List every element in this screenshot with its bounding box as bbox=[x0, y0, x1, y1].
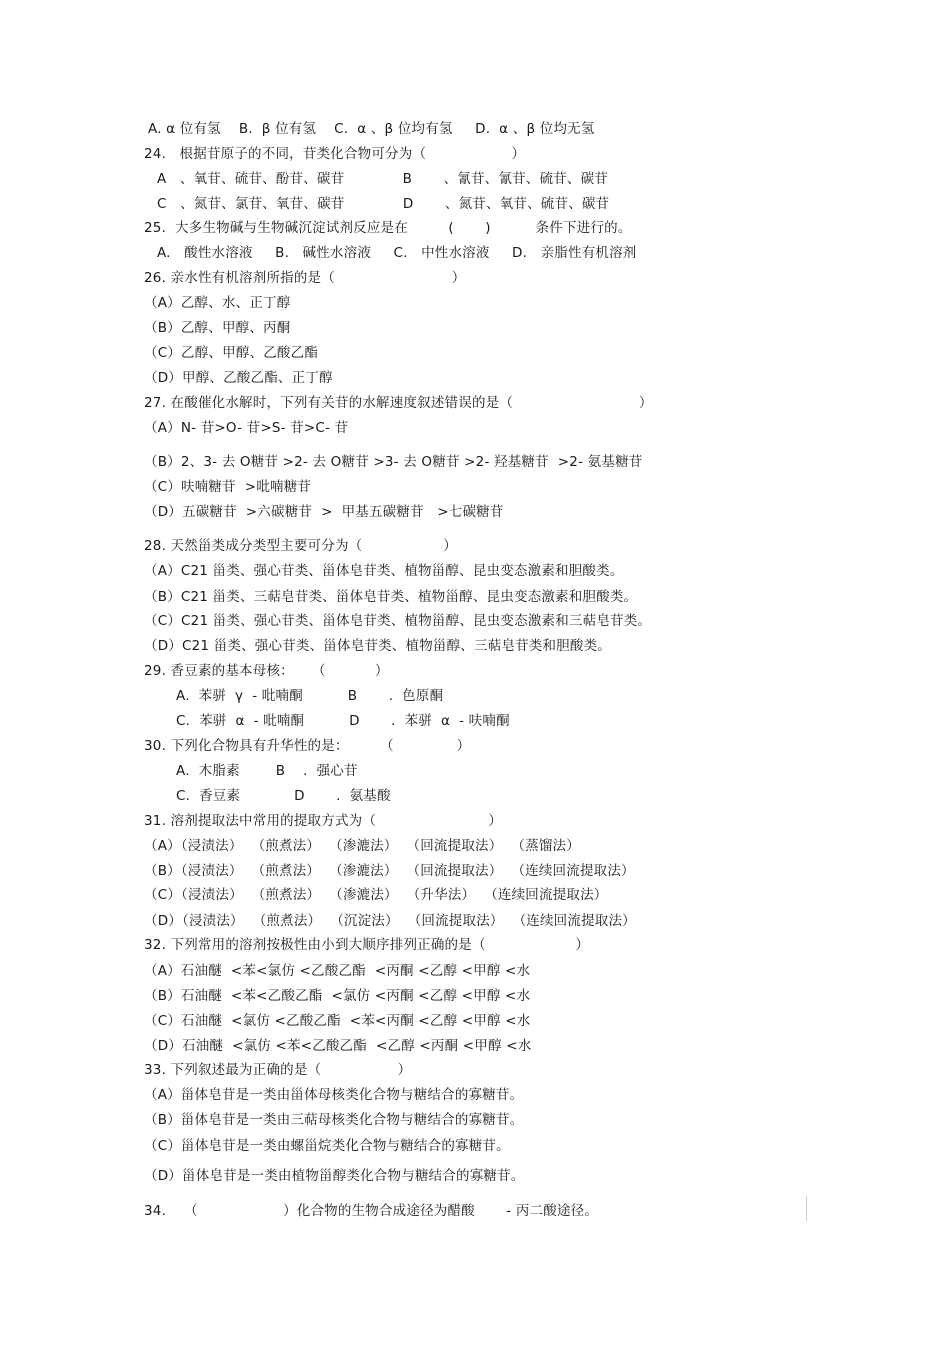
q32-option-b: （B）石油醚 <苯<乙酸乙酯 <氯仿 <丙酮 <乙醇 <甲醇 <水 bbox=[144, 988, 531, 1004]
q31-option-b: （B）（浸渍法） （煎煮法） （渗漉法） （回流提取法） （连续回流提取法） bbox=[144, 863, 635, 879]
q33-stem: 33. 下列叙述最为正确的是（ ） bbox=[144, 1062, 412, 1078]
q25-options: A. 酸性水溶液 B. 碱性水溶液 C. 中性水溶液 D. 亲脂性有机溶剂 bbox=[148, 245, 637, 261]
q31-stem: 31. 溶剂提取法中常用的提取方式为（ ） bbox=[144, 813, 503, 829]
q30-stem: 30. 下列化合物具有升华性的是： （ ） bbox=[144, 738, 471, 754]
q23-options: A. α 位有氢 B. β 位有氢 C. α 、β 位均有氢 D. α 、β 位均无氢 bbox=[148, 121, 595, 137]
q29-options-cd: C. 苯骈 α - 吡喃酮 D . 苯骈 α - 呋喃酮 bbox=[176, 713, 510, 729]
q32-option-a: （A）石油醚 <苯<氯仿 <乙酸乙酯 <丙酮 <乙醇 <甲醇 <水 bbox=[144, 963, 531, 979]
q28-stem: 28. 天然甾类成分类型主要可分为（ ） bbox=[144, 538, 457, 554]
q27-option-a: （A）N- 苷>O- 苷>S- 苷>C- 苷 bbox=[144, 420, 349, 436]
q29-options-ab: A. 苯骈 γ - 吡喃酮 B . 色原酮 bbox=[176, 688, 444, 704]
q33-option-d: （D）甾体皂苷是一类由植物甾醇类化合物与糖结合的寡糖苷。 bbox=[144, 1168, 525, 1184]
q26-stem: 26. 亲水性有机溶剂所指的是（ ） bbox=[144, 270, 466, 286]
q30-options-cd: C. 香豆素 D . 氨基酸 bbox=[176, 788, 391, 804]
q31-option-c: （C）（浸渍法） （煎煮法） （渗漉法） （升华法） （连续回流提取法） bbox=[144, 887, 608, 903]
q26-option-c: （C）乙醇、甲醇、乙酸乙酯 bbox=[144, 345, 319, 361]
q26-option-a: （A）乙醇、水、正丁醇 bbox=[144, 295, 291, 311]
q24-stem: 24. 根据苷原子的不同，苷类化合物可分为（ ） bbox=[144, 146, 526, 162]
q27-option-d: （D）五碳糖苷 >六碳糖苷 > 甲基五碳糖苷 >七碳糖苷 bbox=[144, 504, 504, 520]
q32-option-c: （C）石油醚 <氯仿 <乙酸乙酯 <苯<丙酮 <乙醇 <甲醇 <水 bbox=[144, 1013, 531, 1029]
q28-option-b: （B）C21 甾类、三萜皂苷类、甾体皂苷类、植物甾醇、昆虫变态激素和胆酸类。 bbox=[144, 589, 638, 605]
q33-option-b: （B）甾体皂苷是一类由三萜母核类化合物与糖结合的寡糖苷。 bbox=[144, 1112, 524, 1128]
q26-option-b: （B）乙醇、甲醇、丙酮 bbox=[144, 320, 291, 336]
q24-options-ab: A 、氧苷、硫苷、酚苷、碳苷 B 、氰苷、氰苷、硫苷、碳苷 bbox=[148, 171, 608, 187]
q27-stem: 27. 在酸催化水解时，下列有关苷的水解速度叙述错误的是（ ） bbox=[144, 395, 653, 411]
q33-option-c: （C）甾体皂苷是一类由螺甾烷类化合物与糖结合的寡糖苷。 bbox=[144, 1138, 510, 1154]
q24-options-cd: C 、氮苷、氯苷、氧苷、碳苷 D 、氮苷、氧苷、硫苷、碳苷 bbox=[148, 196, 610, 212]
q30-options-ab: A. 木脂素 B . 强心苷 bbox=[176, 763, 358, 779]
q34-stem: 34. （ ）化合物的生物合成途径为醋酸 - 丙二酸途径。 bbox=[144, 1203, 599, 1219]
margin-divider bbox=[806, 1196, 807, 1222]
q32-option-d: （D）石油醚 <氯仿 <苯<乙酸乙酯 <乙醇 <丙酮 <甲醇 <水 bbox=[144, 1038, 532, 1054]
q33-option-a: （A）甾体皂苷是一类由甾体母核类化合物与糖结合的寡糖苷。 bbox=[144, 1087, 524, 1103]
q32-stem: 32. 下列常用的溶剂按极性由小到大顺序排列正确的是（ ） bbox=[144, 937, 590, 953]
q31-option-d: （D）（浸渍法） （煎煮法） （沉淀法） （回流提取法） （连续回流提取法） bbox=[144, 913, 636, 929]
q28-option-c: （C）C21 甾类、强心苷类、甾体皂苷类、植物甾醇、昆虫变态激素和三萜皂苷类。 bbox=[144, 613, 652, 629]
q28-option-d: （D）C21 甾类、强心苷类、甾体皂苷类、植物甾醇、三萜皂苷类和胆酸类。 bbox=[144, 638, 611, 654]
q27-option-b: （B）2、3- 去 O糖苷 >2- 去 O糖苷 >3- 去 O糖苷 >2- 羟基糖苷 >2- 氨基糖苷 bbox=[144, 454, 643, 470]
q28-option-a: （A）C21 甾类、强心苷类、甾体皂苷类、植物甾醇、昆虫变态激素和胆酸类。 bbox=[144, 563, 624, 579]
q25-stem: 25. 大多生物碱与生物碱沉淀试剂反应是在 ( ) 条件下进行的。 bbox=[144, 220, 632, 236]
q27-option-c: （C）呋喃糖苷 >吡喃糖苷 bbox=[144, 479, 312, 495]
q26-option-d: （D）甲醇、乙酸乙酯、正丁醇 bbox=[144, 370, 333, 386]
q29-stem: 29. 香豆素的基本母核： （ ） bbox=[144, 663, 389, 679]
q31-option-a: （A）（浸渍法） （煎煮法） （渗漉法） （回流提取法） （蒸馏法） bbox=[144, 838, 580, 854]
